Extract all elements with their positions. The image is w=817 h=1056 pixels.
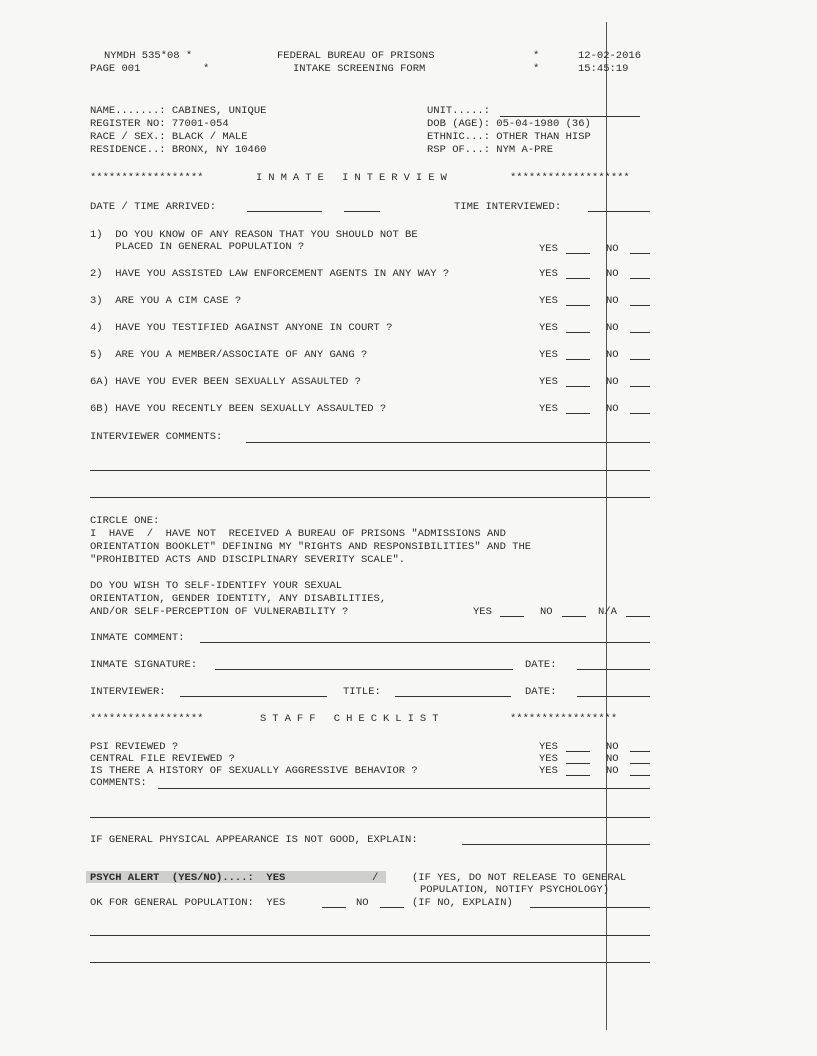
no-label: NO [606,268,619,280]
banner-stars: ****************** [90,713,204,725]
interviewer-comments-field[interactable] [90,497,650,498]
yes-label: YES [539,403,558,415]
yes-label: YES [539,376,558,388]
unit-field[interactable] [500,116,640,117]
no-label: NO [606,741,619,753]
header-star: * [203,63,210,75]
psych-alert-note: (IF YES, DO NOT RELEASE TO GENERAL [412,872,627,884]
header-star: * [533,50,540,62]
inmate-signature-label: INMATE SIGNATURE: [90,659,198,671]
no-label: NO [606,322,619,334]
booklet-statement: I HAVE / HAVE NOT RECEIVED A BUREAU OF PRISONS "ADMISSIONS AND [90,528,506,540]
no-answer-field[interactable] [630,775,650,776]
yes-label: YES [473,606,492,618]
interviewer-comments-label: INTERVIEWER COMMENTS: [90,431,223,443]
no-label: NO [606,349,619,361]
yes-answer-field[interactable] [566,775,590,776]
unit-label: UNIT.....: [427,105,491,117]
no-label: NO [606,376,619,388]
yes-answer-field[interactable] [566,359,590,360]
yes-label: YES [539,765,558,777]
yes-answer-field[interactable] [566,305,590,306]
ok-explain-label: (IF NO, EXPLAIN) [412,897,513,909]
no-label: NO [606,403,619,415]
self-identify-question: ORIENTATION, GENDER IDENTITY, ANY DISABILITIES, [90,593,387,605]
banner-stars: ******************* [510,172,630,184]
no-answer-field[interactable] [630,305,650,306]
staff-comments-field[interactable] [90,817,650,818]
page-number: PAGE 001 [90,63,141,75]
date-label: DATE: [525,659,557,671]
banner-stars: ***************** [510,713,618,725]
dob-age: DOB (AGE): 05-04-1980 (36) [427,118,591,130]
yes-answer-field[interactable] [566,332,590,333]
inmate-name: NAME.......: CABINES, UNIQUE [90,105,267,117]
yes-label: YES [539,322,558,334]
yes-label: YES [539,349,558,361]
inmate-comment-label: INMATE COMMENT: [90,632,185,644]
inmate-comment-field[interactable] [200,642,650,643]
no-label: NO [356,897,369,909]
no-label: NO [540,606,553,618]
system-id: NYMDH 535*08 * [104,50,193,62]
psi-reviewed-question: PSI REVIEWED ? [90,741,179,753]
ethnicity: ETHNIC...: OTHER THAN HISP [427,131,591,143]
ok-explain-field[interactable] [90,962,650,963]
interview-heading: INMATE INTERVIEW [256,172,453,184]
staff-comments-field[interactable] [158,788,650,789]
no-answer-field[interactable] [630,386,650,387]
aggressive-behavior-question: IS THERE A HISTORY OF SEXUALLY AGGRESSIVE BEHAVIOR ? [90,765,418,777]
ok-explain-field[interactable] [90,935,650,936]
ok-yes-field[interactable] [322,907,346,908]
yes-answer-field[interactable] [566,386,590,387]
time-interviewed-field[interactable] [588,211,650,212]
date-arrived-field[interactable] [247,211,322,212]
interviewer-comments-field[interactable] [246,442,650,443]
na-label: N/A [598,606,617,618]
question-text: 5) ARE YOU A MEMBER/ASSOCIATE OF ANY GANG ? [90,349,368,361]
title-label: TITLE: [343,686,381,698]
title-field[interactable] [395,696,511,697]
ok-explain-field[interactable] [530,907,650,908]
no-label: NO [606,765,619,777]
no-label: NO [606,753,619,765]
no-answer-field[interactable] [630,763,650,764]
race-sex: RACE / SEX.: BLACK / MALE [90,131,248,143]
residence: RESIDENCE..: BRONX, NY 10460 [90,144,267,156]
question-text: 6A) HAVE YOU EVER BEEN SEXUALLY ASSAULTED ? [90,376,361,388]
yes-answer-field[interactable] [500,616,524,617]
yes-label: YES [539,753,558,765]
yes-answer-field[interactable] [566,253,590,254]
psych-alert-note: POPULATION, NOTIFY PSYCHOLOGY) [420,884,610,896]
time-arrived-field[interactable] [344,211,380,212]
no-answer-field[interactable] [630,359,650,360]
form-title: INTAKE SCREENING FORM [293,63,426,75]
question-text: 3) ARE YOU A CIM CASE ? [90,295,242,307]
no-answer-field[interactable] [562,616,586,617]
yes-answer-field[interactable] [566,413,590,414]
psych-alert: PSYCH ALERT (YES/NO)....: YES [90,872,286,884]
self-identify-question: AND/OR SELF-PERCEPTION OF VULNERABILITY ? [90,606,349,618]
no-label: NO [606,243,619,255]
signature-date-field[interactable] [577,669,650,670]
central-file-question: CENTRAL FILE REVIEWED ? [90,753,235,765]
no-answer-field[interactable] [630,332,650,333]
psych-alert-slash: / [372,872,379,884]
yes-label: YES [539,741,558,753]
banner-stars: ****************** [90,172,204,184]
yes-answer-field[interactable] [566,751,590,752]
yes-label: YES [539,243,558,255]
header-time: 15:45:19 [578,63,629,75]
ok-general-population-label: OK FOR GENERAL POPULATION: YES [90,897,286,909]
date-label: DATE: [525,686,557,698]
yes-label: YES [539,268,558,280]
question-text: 1) DO YOU KNOW OF ANY REASON THAT YOU SHOULD NOT BE [90,229,418,241]
appearance-question: IF GENERAL PHYSICAL APPEARANCE IS NOT GOOD, EXPLAIN: [90,834,418,846]
no-answer-field[interactable] [630,278,650,279]
no-answer-field[interactable] [630,253,650,254]
rsp-of: RSP OF...: NYM A-PRE [427,144,554,156]
inmate-signature-field[interactable] [215,669,513,670]
interviewer-date-field[interactable] [577,696,650,697]
interviewer-field[interactable] [180,696,327,697]
interviewer-comments-field[interactable] [90,470,650,471]
ok-no-field[interactable] [380,907,404,908]
register-number: REGISTER NO: 77001-054 [90,118,229,130]
no-label: NO [606,295,619,307]
time-interviewed-label: TIME INTERVIEWED: [454,201,562,213]
interviewer-label: INTERVIEWER: [90,686,166,698]
question-text: 2) HAVE YOU ASSISTED LAW ENFORCEMENT AGENTS IN ANY WAY ? [90,268,450,280]
header-date: 12-02-2016 [578,50,642,62]
date-time-arrived-label: DATE / TIME ARRIVED: [90,201,217,213]
appearance-field[interactable] [462,844,650,845]
header-star: * [533,63,540,75]
circle-one-label: CIRCLE ONE: [90,515,160,527]
staff-checklist-heading: STAFF CHECKLIST [260,713,445,725]
yes-label: YES [539,295,558,307]
question-text: 6B) HAVE YOU RECENTLY BEEN SEXUALLY ASSAULTED ? [90,403,387,415]
comments-label: COMMENTS: [90,777,147,789]
question-text: 4) HAVE YOU TESTIFIED AGAINST ANYONE IN COURT ? [90,322,393,334]
yes-answer-field[interactable] [566,278,590,279]
self-identify-question: DO YOU WISH TO SELF-IDENTIFY YOUR SEXUAL [90,580,343,592]
agency-name: FEDERAL BUREAU OF PRISONS [277,50,435,62]
yes-answer-field[interactable] [566,763,590,764]
no-answer-field[interactable] [630,413,650,414]
na-answer-field[interactable] [626,616,650,617]
booklet-statement: ORIENTATION BOOKLET" DEFINING MY "RIGHTS AND RESPONSIBILITIES" AND THE [90,541,532,553]
no-answer-field[interactable] [630,751,650,752]
booklet-statement: "PROHIBITED ACTS AND DISCIPLINARY SEVERITY SCALE". [90,554,406,566]
question-text: PLACED IN GENERAL POPULATION ? [90,241,305,253]
